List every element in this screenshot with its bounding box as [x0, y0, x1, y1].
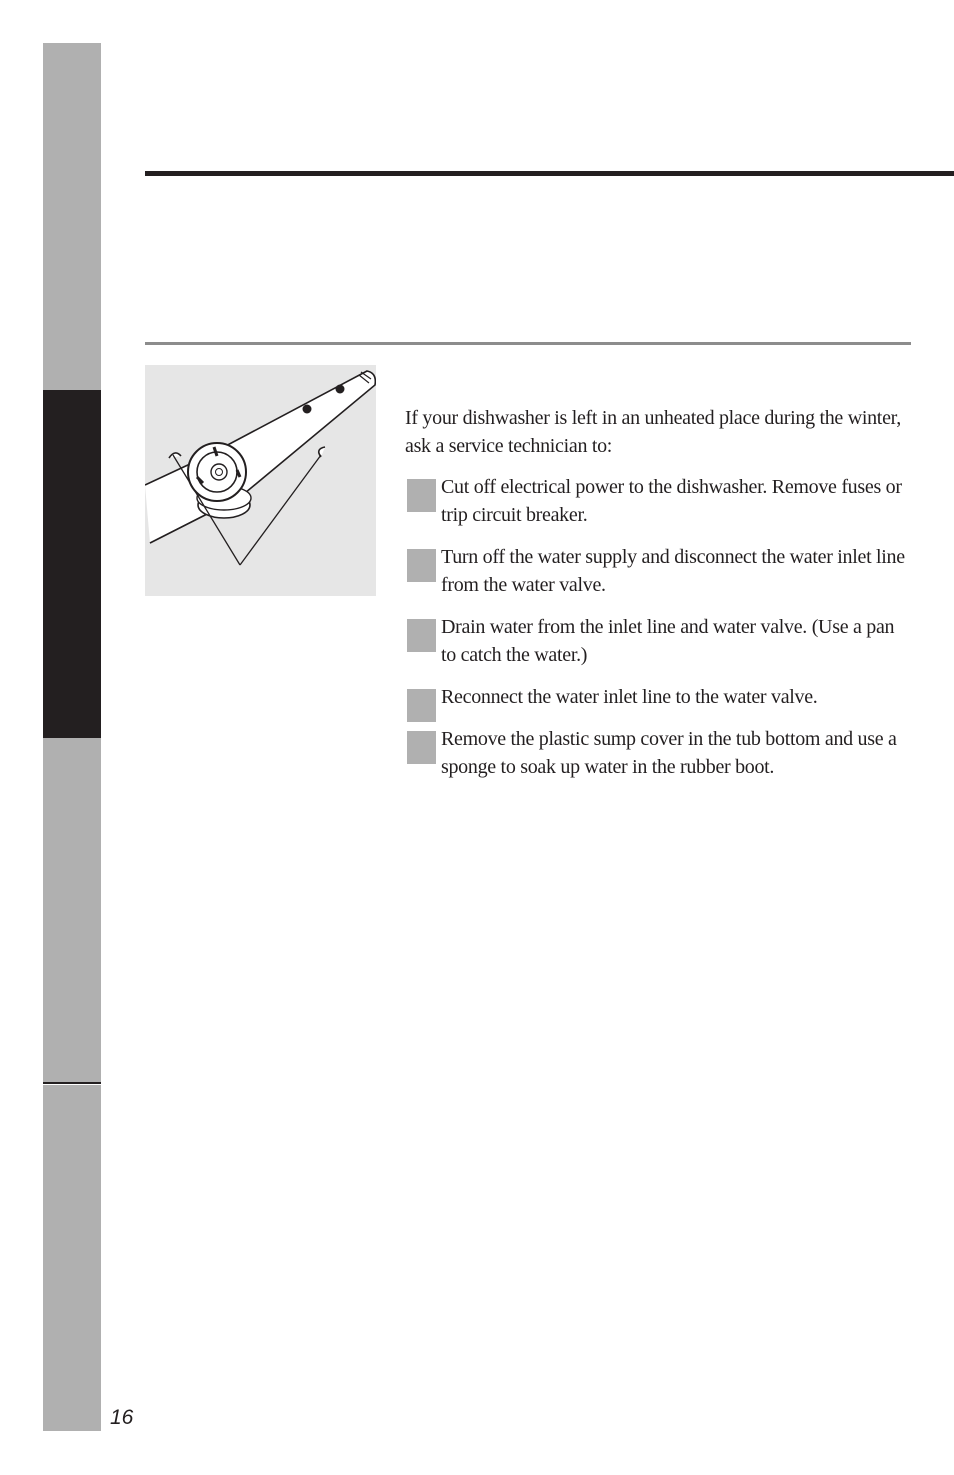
intro-paragraph: If your dishwasher is left in an unheated place during the winter, ask a service technician to:	[405, 407, 901, 457]
step-marker-icon	[407, 619, 436, 652]
step-marker-icon	[407, 549, 436, 582]
page-number: 16	[110, 1406, 134, 1429]
list-item	[405, 473, 905, 529]
step-text: Turn off the water supply and disconnect the water inlet line from the water valve.	[441, 546, 905, 596]
sidebar-tab-2-active[interactable]	[43, 390, 101, 738]
sidebar-tab-4[interactable]	[43, 1085, 101, 1431]
steps-list	[405, 473, 905, 781]
list-item	[405, 683, 905, 711]
step-text: Cut off electrical power to the dishwasher. Remove fuses or trip circuit breaker.	[441, 476, 902, 526]
spray-arm-icon	[145, 365, 376, 596]
list-item	[405, 725, 905, 781]
spray-arm-illustration	[145, 365, 376, 596]
winterizing-instructions	[405, 404, 905, 795]
step-marker-icon	[407, 479, 436, 512]
sidebar-tab-3[interactable]	[43, 738, 101, 1083]
step-text: Drain water from the inlet line and water valve. (Use a pan to catch the water.)	[441, 616, 895, 666]
list-item	[405, 613, 905, 669]
list-item	[405, 543, 905, 599]
step-text: Remove the plastic sump cover in the tub bottom and use a sponge to soak up water in the rubber boot.	[441, 728, 897, 778]
section-rule	[145, 342, 911, 345]
sidebar-divider	[43, 1082, 101, 1084]
header-rule	[145, 171, 954, 176]
step-text: Reconnect the water inlet line to the water valve.	[441, 686, 818, 708]
step-marker-icon	[407, 731, 436, 764]
step-marker-icon	[407, 689, 436, 722]
sidebar-tab-1[interactable]	[43, 43, 101, 390]
